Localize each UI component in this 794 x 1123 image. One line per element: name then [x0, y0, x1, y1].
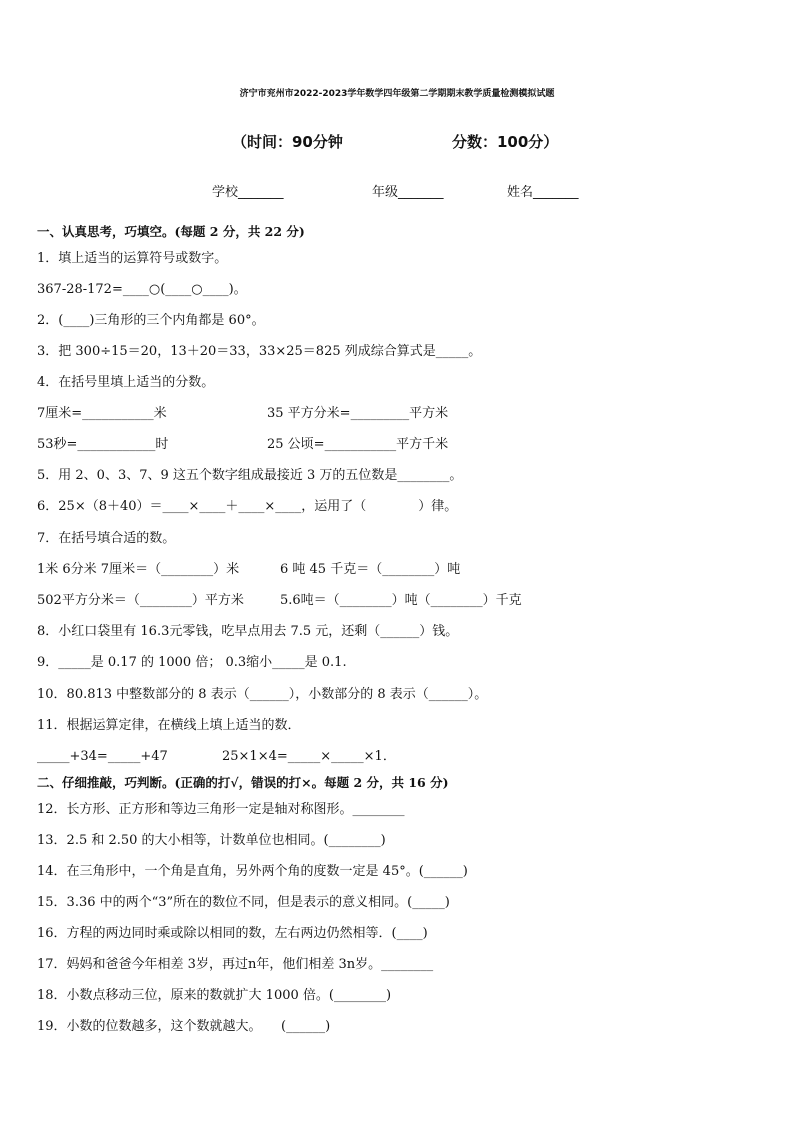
question-1-item: 367-28-172=____○(____○____)。 [37, 282, 247, 297]
question-11-item-b: 25×1×4=_____×_____×1． [222, 749, 396, 764]
question-15: 15．3.36 中的两个“3”所在的数位不同，但是表示的意义相同。(_____) [37, 895, 450, 910]
question-3: 3．把 300÷15＝20，13＋20＝33，33×25＝825 列成综合算式是_____。 [37, 344, 482, 359]
question-13: 13．2.5 和 2.50 的大小相等，计数单位也相同。(________) [37, 833, 386, 848]
question-2: 2．(____)三角形的三个内角都是 60°。 [37, 313, 265, 328]
page-title: 济宁市兖州市2022-2023学年数学四年级第二学期期末教学质量检测模拟试题 [239, 89, 555, 99]
question-4: 4．在括号里填上适当的分数。 [37, 375, 215, 390]
question-7-item-b: 6 吨 45 千克＝（________）吨 [280, 562, 461, 577]
question-12: 12．长方形、正方形和等边三角形一定是轴对称图形。________ [37, 802, 405, 817]
exam-time: （时间：90分钟 [232, 133, 343, 151]
question-10: 10．80.813 中整数部分的 8 表示（______），小数部分的 8 表示（______）。 [37, 687, 488, 702]
section-heading-2: 二、仔细推敲，巧判断。(正确的打√，错误的打×。每题 2 分，共 16 分) [37, 775, 449, 790]
question-17: 17．妈妈和爸爸今年相差 3岁，再过n年，他们相差 3n岁。________ [37, 957, 434, 972]
question-7-item-a: 1米 6分米 7厘米＝（________）米 [37, 562, 240, 577]
school-field: 学校_______ [212, 185, 284, 200]
question-11-item-a: _____+34=_____+47 [37, 749, 168, 764]
name-field: 姓名_______ [507, 185, 579, 200]
question-1: 1．填上适当的运算符号或数字。 [37, 251, 228, 266]
question-9: 9．_____是 0.17 的 1000 倍； 0.3缩小_____是 0.1. [37, 655, 347, 670]
exam-score: 分数：100分） [452, 133, 559, 151]
question-4-item-c: 53秒=____________时 [37, 437, 169, 452]
question-16: 16．方程的两边同时乘或除以相同的数，左右两边仍然相等．(____) [37, 926, 428, 941]
question-4-item-a: 7厘米=___________米 [37, 406, 167, 421]
question-8: 8．小红口袋里有 16.3元零钱，吃早点用去 7.5 元，还剩（______）钱。 [37, 624, 459, 639]
question-19: 19．小数的位数越多，这个数就越大。 (______) [37, 1019, 331, 1034]
question-4-item-b: 35 平方分米=_________平方米 [267, 406, 449, 421]
question-18: 18．小数点移动三位，原来的数就扩大 1000 倍。(________) [37, 988, 392, 1003]
question-4-item-d: 25 公顷=___________平方千米 [267, 437, 449, 452]
question-6: 6．25×（8＋40）＝____×____＋____×____，运用了（ ）律。 [37, 499, 458, 514]
question-7: 7．在括号填合适的数。 [37, 531, 176, 546]
section-heading-1: 一、认真思考，巧填空。(每题 2 分，共 22 分) [37, 224, 305, 239]
question-7-item-c: 502平方分米＝（________）平方米 [37, 593, 244, 608]
question-7-item-d: 5.6吨＝（________）吨（________）千克 [280, 593, 522, 608]
grade-field: 年级_______ [372, 185, 444, 200]
question-11: 11．根据运算定律，在横线上填上适当的数． [37, 718, 301, 733]
question-14: 14．在三角形中，一个角是直角，另外两个角的度数一定是 45°。(______) [37, 864, 468, 879]
question-5: 5．用 2、0、3、7、9 这五个数字组成最接近 3 万的五位数是________。 [37, 468, 463, 483]
